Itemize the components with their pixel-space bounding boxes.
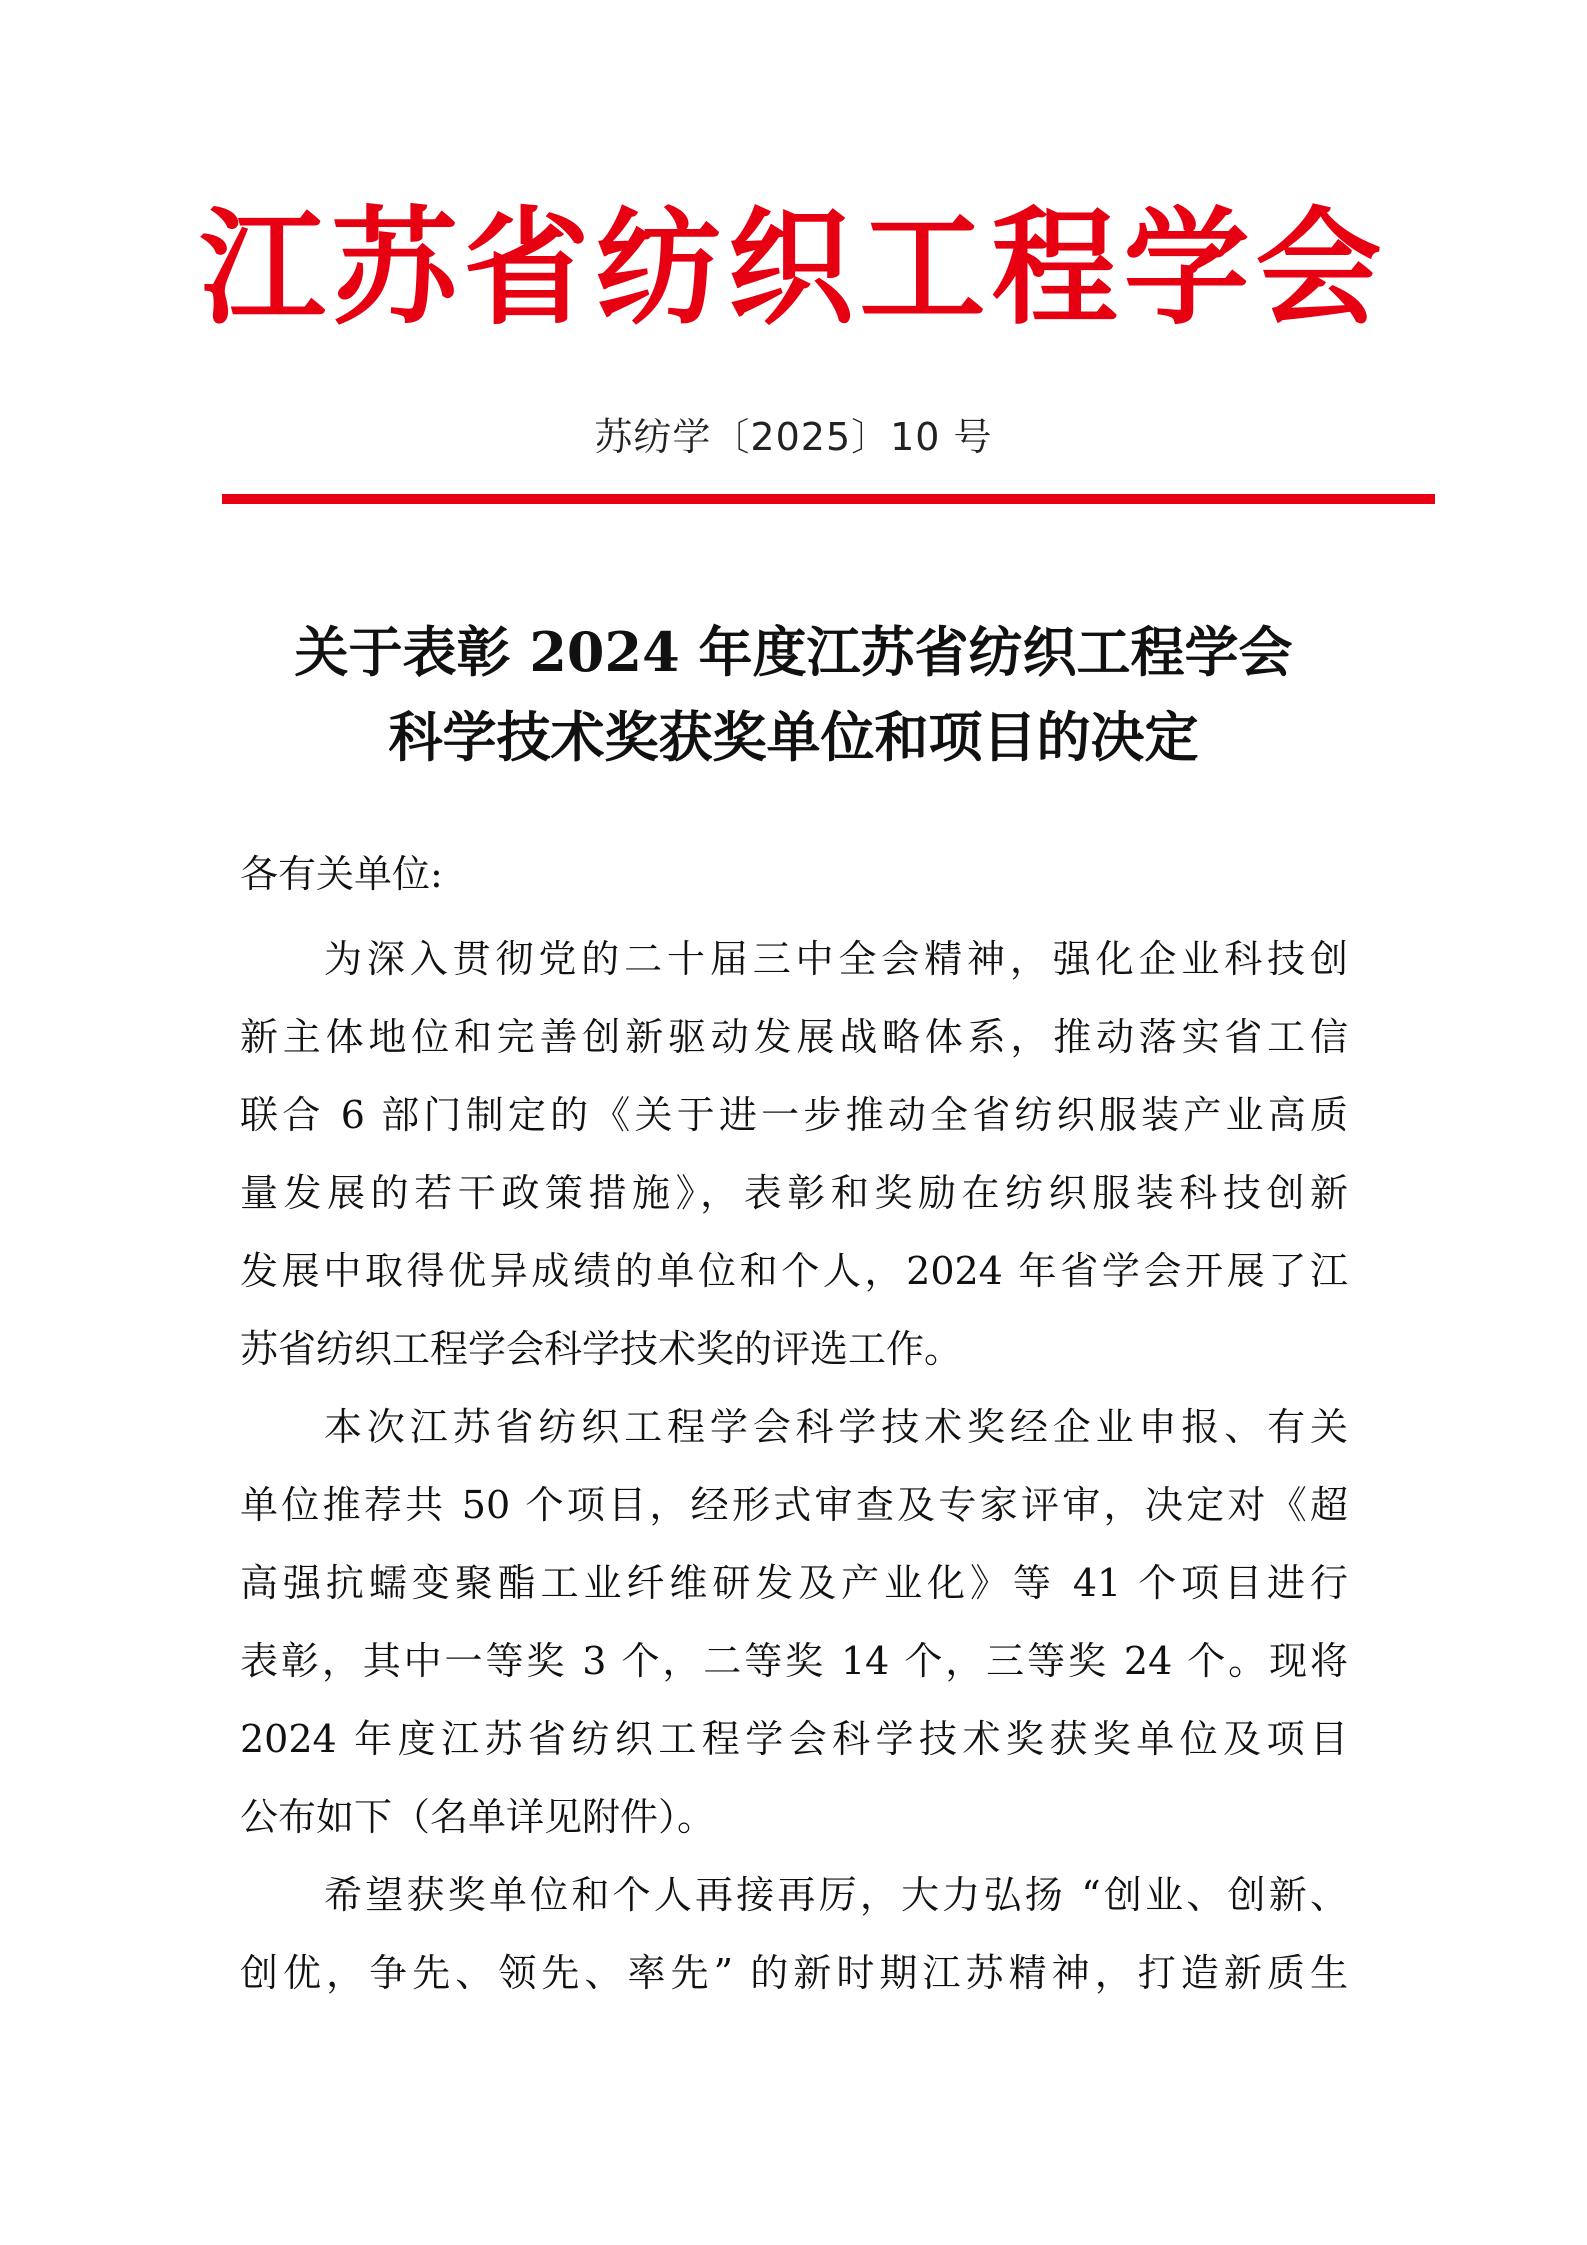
- paragraph-line: 表彰，其中一等奖 3 个，二等奖 14 个，三等奖 24 个。现将: [240, 1639, 1348, 1683]
- organization-masthead: 江苏省纺织工程学会: [199, 194, 1388, 342]
- document-title-line-1: 关于表彰 2024 年度江苏省纺织工程学会: [294, 620, 1293, 684]
- paragraph-line: 发展中取得优异成绩的单位和个人，2024 年省学会开展了江: [240, 1249, 1348, 1293]
- paragraph-line: 2024 年度江苏省纺织工程学会科学技术奖获奖单位及项目: [240, 1717, 1348, 1761]
- paragraph-line: 苏省纺织工程学会科学技术奖的评选工作。: [240, 1327, 963, 1371]
- paragraph-line: 量发展的若干政策措施》，表彰和奖励在纺织服装科技创新: [240, 1171, 1348, 1215]
- paragraph-line: 希望获奖单位和个人再接再厉，大力弘扬 “创业、创新、: [324, 1873, 1348, 1917]
- paragraph-line: 联合 6 部门制定的《关于进一步推动全省纺织服装产业高质: [240, 1093, 1348, 1137]
- paragraph-line: 高强抗蠕变聚酯工业纤维研发及产业化》等 41 个项目进行: [240, 1561, 1348, 1605]
- paragraph-1: [240, 920, 1348, 1388]
- salutation: 各有关单位:: [240, 852, 443, 896]
- paragraph-line: 公布如下（名单详见附件）。: [240, 1795, 716, 1839]
- paragraph-line: 本次江苏省纺织工程学会科学技术奖经企业申报、有关: [324, 1405, 1348, 1449]
- paragraph-line: 为深入贯彻党的二十届三中全会精神，强化企业科技创: [324, 937, 1348, 981]
- paragraph-2: [240, 1388, 1348, 1856]
- paragraph-3: [240, 1856, 1348, 2012]
- paragraph-line: 单位推荐共 50 个项目，经形式审查及专家评审，决定对《超: [240, 1483, 1348, 1527]
- document-number: 苏纺学〔2025〕10 号: [594, 415, 993, 459]
- paragraph-line: 创优，争先、领先、率先” 的新时期江苏精神，打造新质生: [240, 1951, 1348, 1995]
- red-divider-rule: [222, 494, 1435, 504]
- document-title-line-2: 科学技术奖获奖单位和项目的决定: [388, 705, 1199, 769]
- paragraph-line: 新主体地位和完善创新驱动发展战略体系，推动落实省工信: [240, 1015, 1348, 1059]
